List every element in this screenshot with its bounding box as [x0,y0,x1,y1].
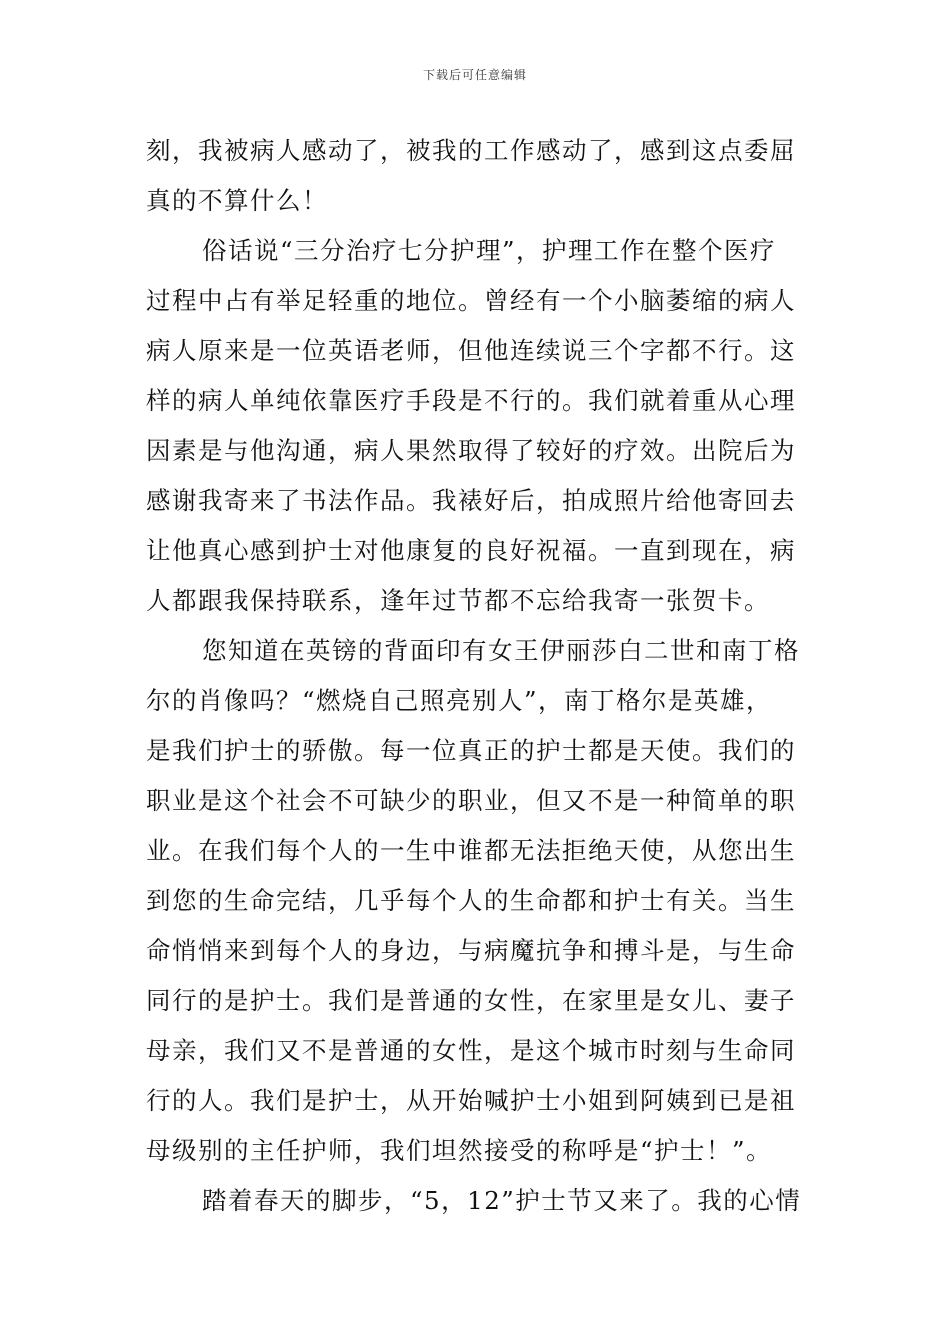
text-line: 过程中占有举足轻重的地位。曾经有一个小脑萎缩的病人 [146,286,796,315]
text-line: 让他真心感到护士对他康复的良好祝福。一直到现在，病 [146,536,796,565]
text-line: 病人原来是一位英语老师，但他连续说三个字都不行。这 [146,336,796,365]
document-body [146,126,811,1226]
text-line: 您知道在英镑的背面印有女王伊丽莎白二世和南丁格 [202,636,800,665]
text-line: 人都跟我保持联系，逢年过节都不忘给我寄一张贺卡。 [146,586,770,615]
text-line: 真的不算什么！ [146,186,328,215]
text-line: 到您的生命完结，几乎每个人的生命都和护士有关。当生 [146,886,796,915]
text-line: 刻，我被病人感动了，被我的工作感动了，感到这点委屈 [146,136,796,165]
text-line: 行的人。我们是护士，从开始喊护士小姐到阿姨到已是祖 [146,1086,796,1115]
text-line: 样的病人单纯依靠医疗手段是不行的。我们就着重从心理 [146,386,796,415]
page-header: 下载后可任意编辑 [422,68,527,82]
text-line: 俗话说“三分治疗七分护理”，护理工作在整个医疗 [202,236,777,265]
text-line: 职业是这个社会不可缺少的职业，但又不是一种简单的职 [146,786,796,815]
text-line: 命悄悄来到每个人的身边，与病魔抗争和搏斗是，与生命 [146,936,796,965]
text-line: 同行的是护士。我们是普通的女性，在家里是女儿、妻子 [146,986,796,1015]
text-line: 感谢我寄来了书法作品。我裱好后，拍成照片给他寄回去 [146,486,796,515]
text-line: 业。在我们每个人的一生中谁都无法拒绝天使，从您出生 [146,836,796,865]
text-line: 是我们护士的骄傲。每一位真正的护士都是天使。我们的 [146,736,796,765]
text-line: 因素是与他沟通，病人果然取得了较好的疗效。出院后为 [146,436,796,465]
text-line: 母亲，我们又不是普通的女性，是这个城市时刻与生命同 [146,1036,796,1065]
text-line: 母级别的主任护师，我们坦然接受的称呼是“护士！”。 [146,1136,773,1165]
text-line: 尔的肖像吗？“燃烧自己照亮别人”，南丁格尔是英雄， [146,686,773,715]
text-line: 踏着春天的脚步，“5，12”护士节又来了。我的心情 [202,1186,802,1215]
